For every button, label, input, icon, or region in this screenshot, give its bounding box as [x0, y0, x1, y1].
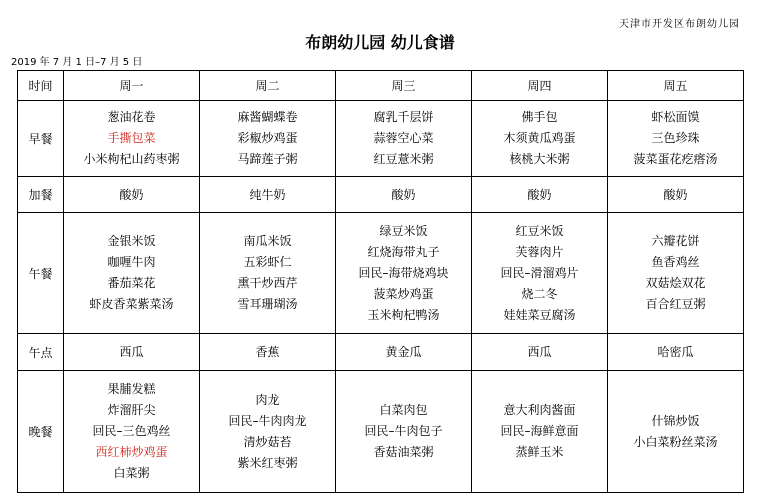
day-header-monday: 周一 — [64, 71, 200, 101]
dish-item: 木须黄瓜鸡蛋 — [503, 131, 576, 145]
dish-item: 菠菜炒鸡蛋 — [373, 286, 434, 301]
menu-cell-morning-snack-tuesday — [200, 177, 336, 213]
dish-item: 虾松面馍 — [651, 110, 700, 124]
dish-item: 娃娃菜豆腐汤 — [503, 307, 576, 322]
dish-item: 白菜肉包 — [379, 403, 428, 417]
dish-item: 番茄菜花 — [107, 276, 156, 290]
meal-label-morning-snack: 加餐 — [18, 177, 64, 213]
dish-item: 熏干炒西芹 — [237, 276, 298, 290]
meal-label-afternoon-snack: 午点 — [18, 334, 64, 371]
dish-item: 肉龙 — [255, 392, 280, 407]
menu-cell-afternoon-snack-tuesday — [200, 334, 336, 371]
menu-cell-dinner-tuesday — [200, 371, 336, 493]
menu-cell-afternoon-snack-wednesday — [336, 334, 472, 371]
menu-cell-dinner-friday — [608, 371, 744, 493]
dish-item: 小白菜粉丝菜汤 — [633, 434, 718, 449]
dish-item-highlighted: 西红柿炒鸡蛋 — [95, 445, 168, 459]
dish-item: 香蕉 — [255, 345, 280, 359]
dish-item: 炸溜肝尖 — [107, 403, 156, 417]
dish-item: 回民–三色鸡丝 — [92, 424, 171, 438]
dish-item: 虾皮香菜紫菜汤 — [89, 297, 174, 311]
meal-label-breakfast: 早餐 — [18, 101, 64, 177]
menu-cell-morning-snack-thursday — [472, 177, 608, 213]
dish-item: 西瓜 — [119, 345, 144, 359]
dish-item: 金银米饭 — [107, 234, 156, 248]
menu-cell-morning-snack-wednesday — [336, 177, 472, 213]
dish-item: 小米枸杞山药枣粥 — [83, 152, 180, 166]
dish-item: 回民–牛肉肉龙 — [228, 413, 307, 428]
dish-item: 红烧海带丸子 — [367, 244, 440, 259]
dish-item: 马蹄莲子粥 — [237, 152, 298, 166]
page-title: 布朗幼儿园 幼儿食谱 — [305, 33, 455, 52]
menu-cell-morning-snack-friday — [608, 177, 744, 213]
day-header-friday: 周五 — [608, 71, 744, 101]
dish-item: 红豆薏米粥 — [373, 152, 434, 166]
menu-cell-dinner-wednesday — [336, 371, 472, 493]
dish-item: 核桃大米粥 — [509, 152, 570, 166]
day-header-thursday: 周四 — [472, 71, 608, 101]
dish-item: 玉米枸杞鸭汤 — [367, 307, 440, 322]
dish-item: 菠菜蛋花疙瘩汤 — [633, 152, 718, 166]
dish-item: 芙蓉肉片 — [515, 244, 564, 259]
day-header-tuesday: 周二 — [200, 71, 336, 101]
dish-item: 香菇油菜粥 — [373, 445, 434, 459]
menu-cell-breakfast-monday — [64, 101, 200, 177]
menu-cell-breakfast-thursday — [472, 101, 608, 177]
dish-item: 酸奶 — [119, 187, 144, 202]
meal-label-lunch: 午餐 — [18, 213, 64, 334]
menu-cell-afternoon-snack-monday — [64, 334, 200, 371]
dish-item: 纯牛奶 — [249, 187, 286, 202]
dish-item: 意大利肉酱面 — [503, 403, 576, 417]
corner-label: 时间 — [18, 71, 64, 101]
meal-row-morning-snack — [18, 177, 744, 213]
meal-row-breakfast — [18, 101, 744, 177]
dish-item: 酸奶 — [663, 187, 688, 202]
dish-item: 蒸鲜玉米 — [515, 445, 564, 459]
menu-cell-dinner-monday — [64, 371, 200, 493]
menu-cell-breakfast-friday — [608, 101, 744, 177]
dish-item: 绿豆米饭 — [379, 223, 428, 238]
dish-item: 蒜蓉空心菜 — [373, 131, 434, 145]
meal-row-dinner — [18, 371, 744, 493]
dish-item: 回民–牛肉包子 — [364, 424, 443, 438]
table-header-row — [18, 71, 744, 101]
meal-row-lunch — [18, 213, 744, 334]
dish-item: 果脯发糕 — [107, 382, 156, 396]
dish-item: 西瓜 — [527, 345, 552, 359]
date-range: 2019 年 7 月 1 日–7 月 5 日 — [11, 57, 143, 68]
menu-cell-lunch-wednesday — [336, 213, 472, 334]
dish-item: 酸奶 — [391, 187, 416, 202]
dish-item: 烧二冬 — [521, 286, 558, 301]
dish-item: 鱼香鸡丝 — [651, 255, 700, 269]
dish-item: 回民–海鲜意面 — [500, 424, 579, 438]
kindergarten-address-header: 天津市开发区布朗幼儿园 — [619, 19, 740, 30]
dish-item: 腐乳千层饼 — [373, 110, 434, 124]
menu-cell-morning-snack-monday — [64, 177, 200, 213]
dish-item: 葱油花卷 — [107, 110, 156, 124]
dish-item: 三色珍珠 — [651, 131, 700, 145]
menu-cell-lunch-thursday — [472, 213, 608, 334]
dish-item: 酸奶 — [527, 187, 552, 202]
dish-item-highlighted: 手撕包菜 — [107, 131, 156, 145]
day-header-wednesday: 周三 — [336, 71, 472, 101]
menu-cell-dinner-thursday — [472, 371, 608, 493]
dish-item: 回民–海带烧鸡块 — [358, 265, 449, 280]
weekly-menu-table — [17, 70, 744, 493]
menu-cell-lunch-monday — [64, 213, 200, 334]
dish-item: 紫米红枣粥 — [237, 455, 298, 470]
dish-item: 清炒菇苔 — [243, 434, 292, 449]
dish-item: 红豆米饭 — [515, 223, 564, 238]
dish-item: 哈密瓜 — [657, 345, 694, 359]
dish-item: 什锦炒饭 — [651, 413, 700, 428]
menu-cell-afternoon-snack-thursday — [472, 334, 608, 371]
dish-item: 咖喱牛肉 — [107, 255, 156, 269]
dish-item: 回民–滑溜鸡片 — [500, 265, 579, 280]
menu-cell-lunch-friday — [608, 213, 744, 334]
dish-item: 佛手包 — [521, 110, 558, 124]
dish-item: 雪耳珊瑚汤 — [237, 297, 298, 311]
meal-label-dinner: 晚餐 — [18, 371, 64, 493]
menu-cell-breakfast-tuesday — [200, 101, 336, 177]
dish-item: 南瓜米饭 — [243, 234, 292, 248]
dish-item: 彩椒炒鸡蛋 — [237, 131, 298, 145]
meal-row-afternoon-snack — [18, 334, 744, 371]
dish-item: 麻酱蝴蝶卷 — [237, 110, 298, 124]
menu-cell-breakfast-wednesday — [336, 101, 472, 177]
dish-item: 双菇烩双花 — [645, 276, 706, 290]
dish-item: 百合红豆粥 — [645, 297, 706, 311]
menu-cell-lunch-tuesday — [200, 213, 336, 334]
dish-item: 黄金瓜 — [385, 345, 422, 359]
dish-item: 白菜粥 — [113, 466, 150, 480]
dish-item: 六瓣花饼 — [651, 234, 700, 248]
dish-item: 五彩虾仁 — [243, 255, 292, 269]
menu-cell-afternoon-snack-friday — [608, 334, 744, 371]
